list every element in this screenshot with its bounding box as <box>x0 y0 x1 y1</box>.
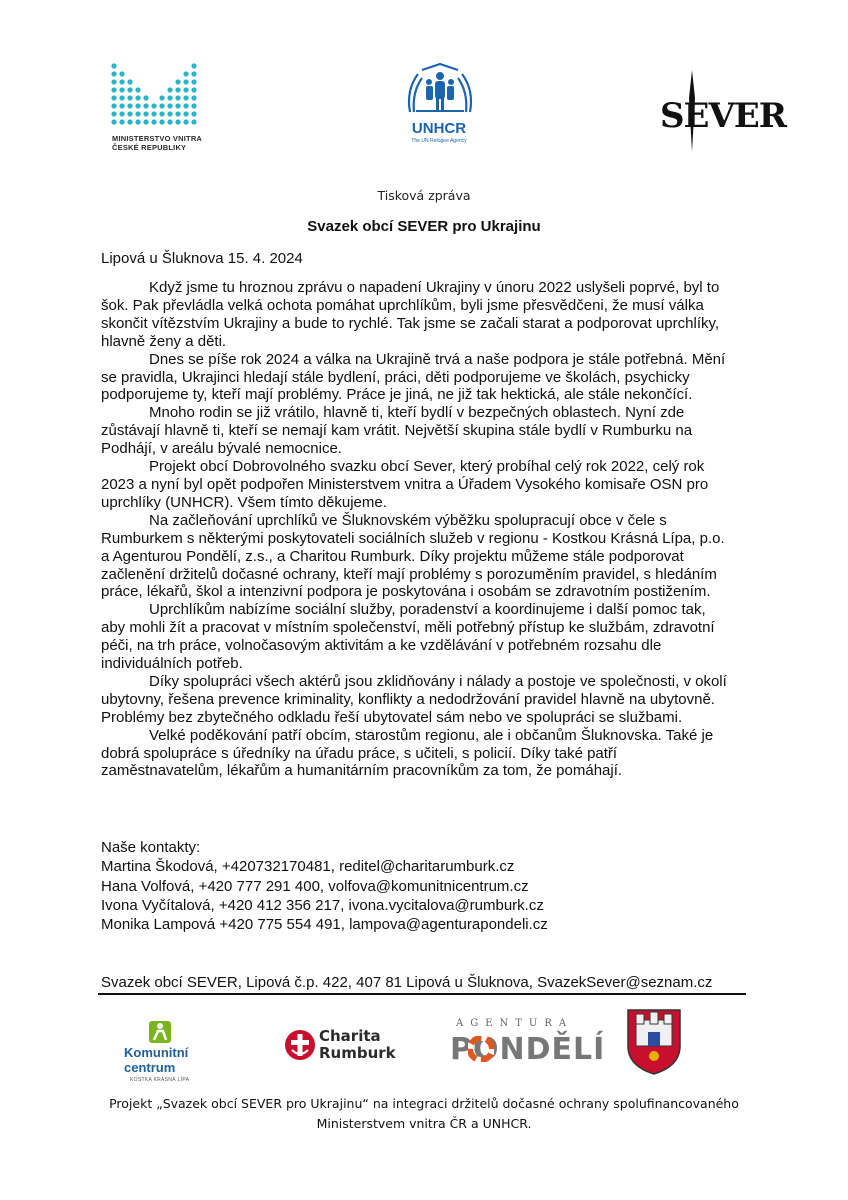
unhcr-subtitle: The UN Refugee Agency <box>411 138 467 144</box>
footer-address: Svazek obcí SEVER, Lipová č.p. 422, 407 81 Lipová u Šluknova, SvazekSever@seznam.cz <box>101 974 713 991</box>
charita-rumburk-logo <box>283 1022 396 1082</box>
contact-line: Hana Volfová, +420 777 291 400, volfova@komunitnicentrum.cz <box>101 877 529 895</box>
contact-line: Monika Lampová +420 775 554 491, lampova@agenturapondeli.cz <box>101 916 548 934</box>
sever-logo-word: SEVER <box>660 96 787 136</box>
dateline: Lipová u Šluknova 15. 4. 2024 <box>101 250 303 267</box>
agentura-word: AGENTURA <box>456 1018 574 1029</box>
kc-line-1: Komunitní <box>124 1045 189 1060</box>
ministry-of-interior-logo <box>108 60 218 155</box>
paragraph: Díky spolupráci všech aktérů jsou zklidňovány i nálady a postoje ve společnosti, v okolí ubytovny, řešena prevence kriminality, konflikty a nedodržování pravidel hlavně na ubytovně. Problémy bez zbytečného odkladu řeší ubytovatel sám nebo ve spolupráci se službami. <box>101 672 727 726</box>
contacts-heading: Naše kontakty: <box>101 839 201 856</box>
ministry-logo-line-1: MINISTERSTVO VNITRA <box>112 134 203 143</box>
pondeli-word: PONDĚLÍ <box>450 1032 606 1067</box>
charita-text <box>319 1028 396 1062</box>
kc-subtitle: KOSTKA KRÁSNÁ LÍPA <box>130 1077 190 1083</box>
headline: Svazek obcí SEVER pro Ukrajinu <box>307 218 541 235</box>
contact-line: Martina Škodová, +420732170481, reditel@charitarumburk.cz <box>101 858 515 876</box>
footnote-line-1: Projekt „Svazek obcí SEVER pro Ukrajinu“ na integraci držitelů dočasné ochrany spolufinancovaného <box>109 1096 739 1111</box>
unhcr-name: UNHCR <box>411 120 467 137</box>
article-body <box>101 279 729 780</box>
charita-cross-icon <box>283 1028 317 1062</box>
paragraph: Mnoho rodin se již vrátilo, hlavně ti, kteří bydlí v bezpečných oblastech. Nyní zde zůstávají hlavně ti, kteří se nemají kam vrátit. Největší skupina stále bydlí v Rumburku na Podhájí, v areálu bývalé nemocnice. <box>101 404 693 458</box>
charita-line-1: Charita <box>319 1027 381 1045</box>
project-footnote <box>60 1094 788 1134</box>
lifebuoy-icon <box>468 1036 494 1062</box>
kc-figure-icon <box>146 1018 176 1046</box>
contact-line: Ivona Vyčítalová, +420 412 356 217, ivona.vycitalova@rumburk.cz <box>101 896 544 914</box>
press-release-label: Tisková zpráva <box>377 188 471 203</box>
paragraph: Velké poděkování patří obcím, starostům regionu, ale i občanům Šluknovska. Také je dobrá spolupráce s úředníky na úřadu práce, s učiteli, s policií. Díky také patří zaměstnavatelům, lékařům a humanitárním pracovníkům za tom, že pomáhají. <box>101 726 714 780</box>
agentura-pondeli-logo <box>450 1018 606 1073</box>
footnote-line-2: Ministerstvem vnitra ČR a UNHCR. <box>316 1116 532 1131</box>
paragraph: Když jsme tu hroznou zprávu o napadení Ukrajiny v únoru 2022 uslyšeli poprvé, byl to šok. Pak převládla velká ochota pomáhat uprchlíkům, byli jsme přesvědčeni, že musí válka skončit vítězstvím Ukrajiny a bude to rychlé. Tak jsme se začali starat a podporovat uprchlíky, hlavně ženy a děti. <box>101 279 720 350</box>
charita-line-2: Rumburk <box>319 1044 396 1062</box>
unhcr-logo <box>400 60 480 155</box>
komunitni-centrum-logo <box>108 1018 218 1088</box>
paragraph: Dnes se píše rok 2024 a válka na Ukrajině trvá a naše podpora je stále potřebná. Mění se pravidla, Ukrajinci hledají stále bydlení, práci, děti podporujeme ve školách, psychicky podporujeme ty, kteří mají problémy. Práce je jiná, ne již tak hektická, ale stále nekončící. <box>101 350 726 404</box>
contacts-block <box>101 838 701 934</box>
rumburk-coat-of-arms-icon <box>624 1006 684 1076</box>
ministry-dots-graphic <box>108 60 218 132</box>
paragraph: Uprchlíkům nabízíme sociální služby, poradenství a koordinujeme i další pomoc tak, aby mohli žít a pracovat v místním společenství, měli potřebný přístup ke službám, zdravotní péči, na trh práce, volnočasovým aktivitám a ke vzdělávání v potřebném rozsahu dle individuálních potřeb. <box>101 601 715 673</box>
ministry-logo-line-2: ČESKÉ REPUBLIKY <box>112 143 187 152</box>
sever-logo <box>660 68 787 153</box>
paragraph: Na začleňování uprchlíků ve Šluknovském výběžku spolupracují obce v čele s Rumburkem s některými poskytovateli sociálních služeb v regionu - Kostkou Krásná Lípa, p.o. a Agenturou Pondělí, z.s., a Charitou Rumburk. Díky projektu můžeme stále podporovat začlenění držitelů dočasné ochrany, kteří mají problémy s porozuměním pravidel, s hledáním práce, lékařů, škol a intenzivní podpora je poskytována i osobám se zdravotním postižením. <box>101 511 725 601</box>
kc-line-2: centrum <box>124 1060 176 1075</box>
ministry-logo-text <box>112 134 202 152</box>
footer-divider <box>98 993 746 995</box>
paragraph: Projekt obcí Dobrovolného svazku obcí Sever, který probíhal celý rok 2022, celý rok 2023 a nyní byl opět podpořen Ministerstvem vnitra a Úřadem Vysokého komisaře OSN pro uprchlíky (UNHCR). Všem tímto děkujeme. <box>101 458 709 511</box>
unhcr-emblem-icon <box>400 60 480 120</box>
